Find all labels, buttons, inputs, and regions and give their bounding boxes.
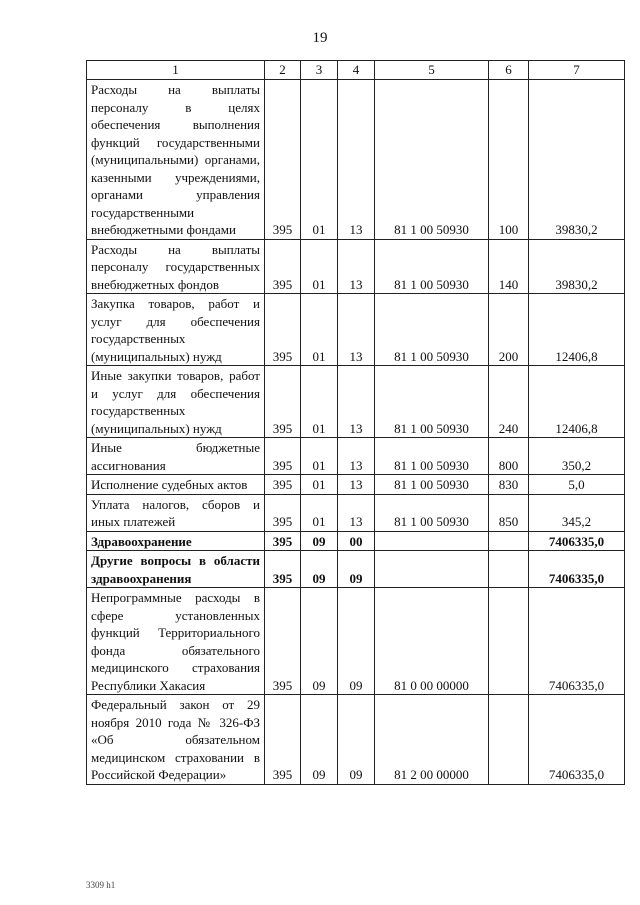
row-name-cell: Уплата налогов, сборов и иных платежей [87, 494, 265, 531]
table-row [87, 475, 625, 495]
ministry-code-cell: 395 [265, 588, 301, 695]
table-row [87, 239, 625, 294]
target-article-code-cell: 81 1 00 50930 [375, 80, 489, 240]
amount-cell: 5,0 [529, 475, 625, 495]
table-row [87, 494, 625, 531]
target-article-code-cell: 81 1 00 50930 [375, 366, 489, 438]
subsection-code-cell: 13 [338, 475, 375, 495]
subsection-code-cell: 13 [338, 80, 375, 240]
section-code-cell: 01 [301, 80, 338, 240]
expense-type-code-cell: 140 [489, 239, 529, 294]
ministry-code-cell: 395 [265, 294, 301, 366]
table-header-row [87, 61, 625, 80]
target-article-code-cell: 81 2 00 00000 [375, 695, 489, 785]
subsection-code-cell: 09 [338, 551, 375, 588]
footer-code: 3309 h1 [86, 880, 116, 890]
section-code-cell: 09 [301, 551, 338, 588]
row-name-cell: Иные закупки товаров, работ и услуг для обеспечения государственных (муниципальных) нужд [87, 366, 265, 438]
row-name-cell: Здравоохранение [87, 531, 265, 551]
budget-table [86, 60, 625, 785]
ministry-code-cell: 395 [265, 494, 301, 531]
subsection-code-cell: 13 [338, 438, 375, 475]
expense-type-code-cell: 850 [489, 494, 529, 531]
expense-type-code-cell [489, 531, 529, 551]
subsection-code-cell: 13 [338, 494, 375, 531]
expense-type-code-cell: 100 [489, 80, 529, 240]
subsection-code-cell: 13 [338, 366, 375, 438]
table-row [87, 438, 625, 475]
amount-cell: 345,2 [529, 494, 625, 531]
expense-type-code-cell: 800 [489, 438, 529, 475]
ministry-code-cell: 395 [265, 551, 301, 588]
expense-type-code-cell [489, 551, 529, 588]
subsection-code-cell: 09 [338, 695, 375, 785]
section-code-cell: 01 [301, 294, 338, 366]
amount-cell: 350,2 [529, 438, 625, 475]
amount-cell: 39830,2 [529, 80, 625, 240]
section-code-cell: 01 [301, 438, 338, 475]
section-code-cell: 01 [301, 366, 338, 438]
amount-cell: 12406,8 [529, 294, 625, 366]
expense-type-code-cell: 830 [489, 475, 529, 495]
row-name-cell: Непрограммные расходы в сфере установленных функций Территориального фонда обязательного медицинского страхования Республики Хакасия [87, 588, 265, 695]
section-code-cell: 09 [301, 588, 338, 695]
subsection-code-cell: 00 [338, 531, 375, 551]
ministry-code-cell: 395 [265, 695, 301, 785]
target-article-code-cell [375, 551, 489, 588]
section-code-cell: 09 [301, 695, 338, 785]
target-article-code-cell: 81 1 00 50930 [375, 475, 489, 495]
header-cell: 2 [265, 61, 301, 80]
row-name-cell: Закупка товаров, работ и услуг для обеспечения государственных (муниципальных) нужд [87, 294, 265, 366]
table-row [87, 695, 625, 785]
amount-cell: 39830,2 [529, 239, 625, 294]
expense-type-code-cell [489, 588, 529, 695]
row-name-cell: Расходы на выплаты персоналу в целях обеспечения выполнения функций государственными (муниципальными) органами, казенными учреждениями, органами управления государственными внебюджетными фондами [87, 80, 265, 240]
header-cell: 3 [301, 61, 338, 80]
header-cell: 4 [338, 61, 375, 80]
table-row [87, 588, 625, 695]
expense-type-code-cell: 240 [489, 366, 529, 438]
header-cell: 6 [489, 61, 529, 80]
ministry-code-cell: 395 [265, 531, 301, 551]
ministry-code-cell: 395 [265, 475, 301, 495]
header-cell: 5 [375, 61, 489, 80]
section-code-cell: 09 [301, 531, 338, 551]
subsection-code-cell: 13 [338, 239, 375, 294]
subsection-code-cell: 13 [338, 294, 375, 366]
ministry-code-cell: 395 [265, 438, 301, 475]
expense-type-code-cell [489, 695, 529, 785]
table-row [87, 80, 625, 240]
row-name-cell: Иные бюджетные ассигнования [87, 438, 265, 475]
target-article-code-cell: 81 1 00 50930 [375, 294, 489, 366]
ministry-code-cell: 395 [265, 239, 301, 294]
header-cell: 1 [87, 61, 265, 80]
amount-cell: 12406,8 [529, 366, 625, 438]
page-number: 19 [312, 30, 328, 46]
ministry-code-cell: 395 [265, 80, 301, 240]
section-code-cell: 01 [301, 475, 338, 495]
table-row [87, 551, 625, 588]
target-article-code-cell: 81 1 00 50930 [375, 438, 489, 475]
target-article-code-cell: 81 0 00 00000 [375, 588, 489, 695]
ministry-code-cell: 395 [265, 366, 301, 438]
amount-cell: 7406335,0 [529, 531, 625, 551]
amount-cell: 7406335,0 [529, 551, 625, 588]
target-article-code-cell: 81 1 00 50930 [375, 239, 489, 294]
header-cell: 7 [529, 61, 625, 80]
amount-cell: 7406335,0 [529, 588, 625, 695]
row-name-cell: Расходы на выплаты персоналу государственных внебюджетных фондов [87, 239, 265, 294]
target-article-code-cell: 81 1 00 50930 [375, 494, 489, 531]
subsection-code-cell: 09 [338, 588, 375, 695]
amount-cell: 7406335,0 [529, 695, 625, 785]
table-row [87, 366, 625, 438]
row-name-cell: Федеральный закон от 29 ноября 2010 года № 326-ФЗ «Об обязательном медицинском страховании в Российской Федерации» [87, 695, 265, 785]
table-row [87, 531, 625, 551]
row-name-cell: Другие вопросы в области здравоохранения [87, 551, 265, 588]
target-article-code-cell [375, 531, 489, 551]
expense-type-code-cell: 200 [489, 294, 529, 366]
section-code-cell: 01 [301, 494, 338, 531]
row-name-cell: Исполнение судебных актов [87, 475, 265, 495]
section-code-cell: 01 [301, 239, 338, 294]
table-row [87, 294, 625, 366]
